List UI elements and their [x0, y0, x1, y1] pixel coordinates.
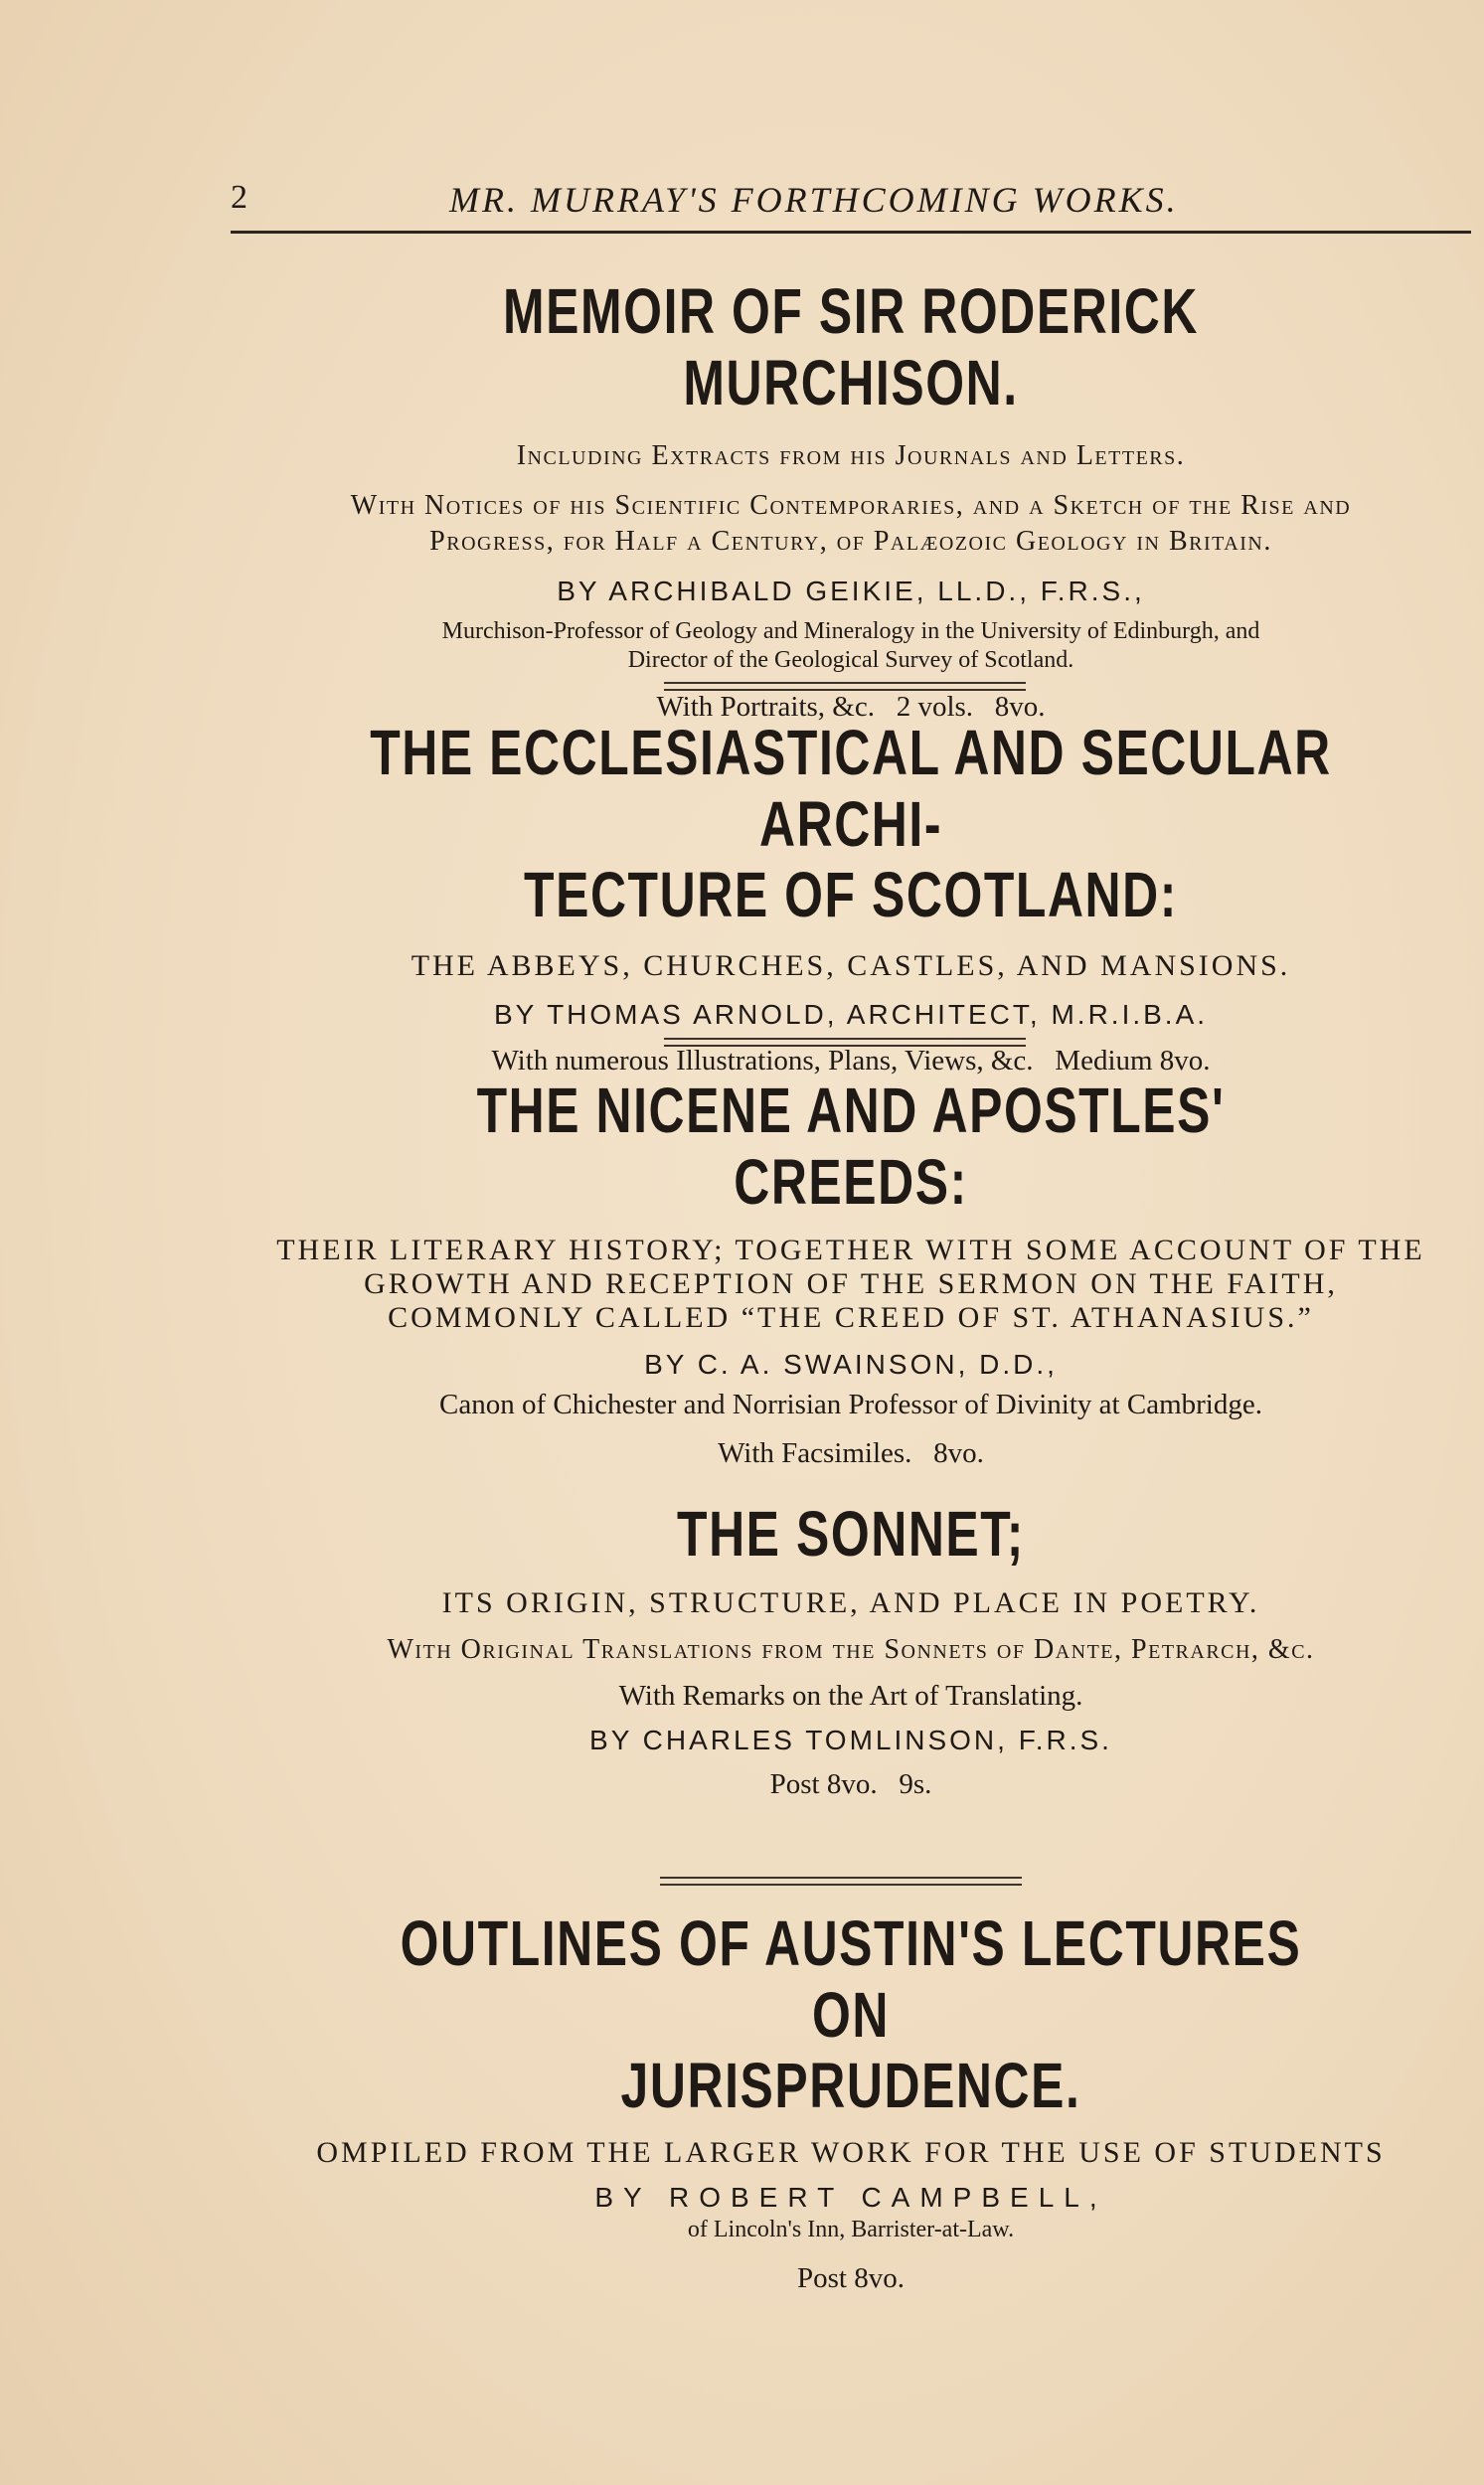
entry-affiliation: of Lincoln's Inn, Barrister-at-Law.	[687, 2217, 1015, 2243]
entry-description-line: With Notices of his Scientific Contemporaries, and a Sketch of the Rise and	[350, 490, 1352, 522]
entry-subtitle-line: COMMONLY CALLED “THE CREED OF ST. ATHANASIUS.”	[388, 1301, 1314, 1335]
entry-remarks: With Remarks on the Art of Translating.	[618, 1679, 1083, 1712]
entry-affiliation-line: Director of the Geological Survey of Scotland.	[627, 647, 1074, 674]
entry-title-line: TECTURE OF SCOTLAND:	[524, 859, 1178, 931]
entry-scottish-architecture	[231, 718, 1471, 1077]
entry-sonnet	[231, 1499, 1471, 1801]
entry-austin-jurisprudence	[231, 1908, 1471, 2295]
entry-details: With Portraits, &c. 2 vols. 8vo.	[656, 690, 1046, 723]
page-header	[231, 171, 1471, 234]
entry-title: THE NICENE AND APOSTLES' CREEDS:	[476, 1075, 1226, 1218]
entry-subtitle: Including Extracts from his Journals and Letters.	[516, 440, 1186, 472]
entry-author: BY ARCHIBALD GEIKIE, LL.D., F.R.S.,	[557, 576, 1145, 607]
entry-author: BY THOMAS ARNOLD, ARCHITECT, M.R.I.B.A.	[493, 999, 1209, 1031]
entry-nicene-creeds	[231, 1076, 1471, 1470]
entry-author: BY ROBERT CAMPBELL,	[594, 2182, 1107, 2214]
entry-affiliation-line: Murchison-Professor of Geology and Mineralogy in the University of Edinburgh, and	[441, 618, 1260, 645]
entry-title-line: OUTLINES OF AUSTIN'S LECTURES ON	[400, 1907, 1302, 2051]
entry-author: BY CHARLES TOMLINSON, F.R.S.	[589, 1724, 1112, 1755]
entry-title: THE SONNET;	[677, 1498, 1025, 1570]
entry-description: With Original Translations from the Sonnets of Dante, Petrarch, &c.	[387, 1633, 1315, 1665]
entry-details: Post 8vo. 9s.	[769, 1767, 932, 1800]
entry-subtitle: ITS ORIGIN, STRUCTURE, AND PLACE IN POETRY.	[441, 1585, 1260, 1619]
entry-subtitle-line: GROWTH AND RECEPTION OF THE SERMON ON THE FAITH,	[364, 1267, 1338, 1301]
entry-subtitle-line: THEIR LITERARY HISTORY; TOGETHER WITH SOME ACCOUNT OF THE	[276, 1234, 1425, 1267]
section-divider	[664, 682, 1026, 691]
entry-description-line: Progress, for Half a Century, of Palæozoic Geology in Britain.	[429, 526, 1272, 558]
page-number: 2	[231, 179, 247, 216]
section-divider	[664, 1038, 1026, 1047]
entry-title: MEMOIR OF SIR RODERICK MURCHISON.	[503, 275, 1199, 418]
entry-murchison-memoir	[231, 276, 1471, 724]
entry-subtitle: OMPILED FROM THE LARGER WORK FOR THE USE OF STUDENTS	[316, 2136, 1386, 2170]
entry-author: BY C. A. SWAINSON, D.D.,	[644, 1349, 1058, 1381]
running-title: MR. MURRAY'S FORTHCOMING WORKS.	[449, 180, 1179, 220]
entry-details: With Facsimiles. 8vo.	[718, 1437, 984, 1470]
entry-title-line: THE ECCLESIASTICAL AND SECULAR ARCHI-	[370, 717, 1332, 860]
entry-details: Post 8vo.	[797, 2261, 905, 2294]
entry-subtitle: THE ABBEYS, CHURCHES, CASTLES, AND MANSIONS.	[411, 949, 1291, 983]
entry-title-line: JURISPRUDENCE.	[620, 2050, 1081, 2122]
entry-affiliation: Canon of Chichester and Norrisian Professor of Divinity at Cambridge.	[439, 1389, 1262, 1421]
entry-details: With numerous Illustrations, Plans, Views, &c. Medium 8vo.	[491, 1045, 1211, 1077]
section-divider	[660, 1877, 1022, 1886]
